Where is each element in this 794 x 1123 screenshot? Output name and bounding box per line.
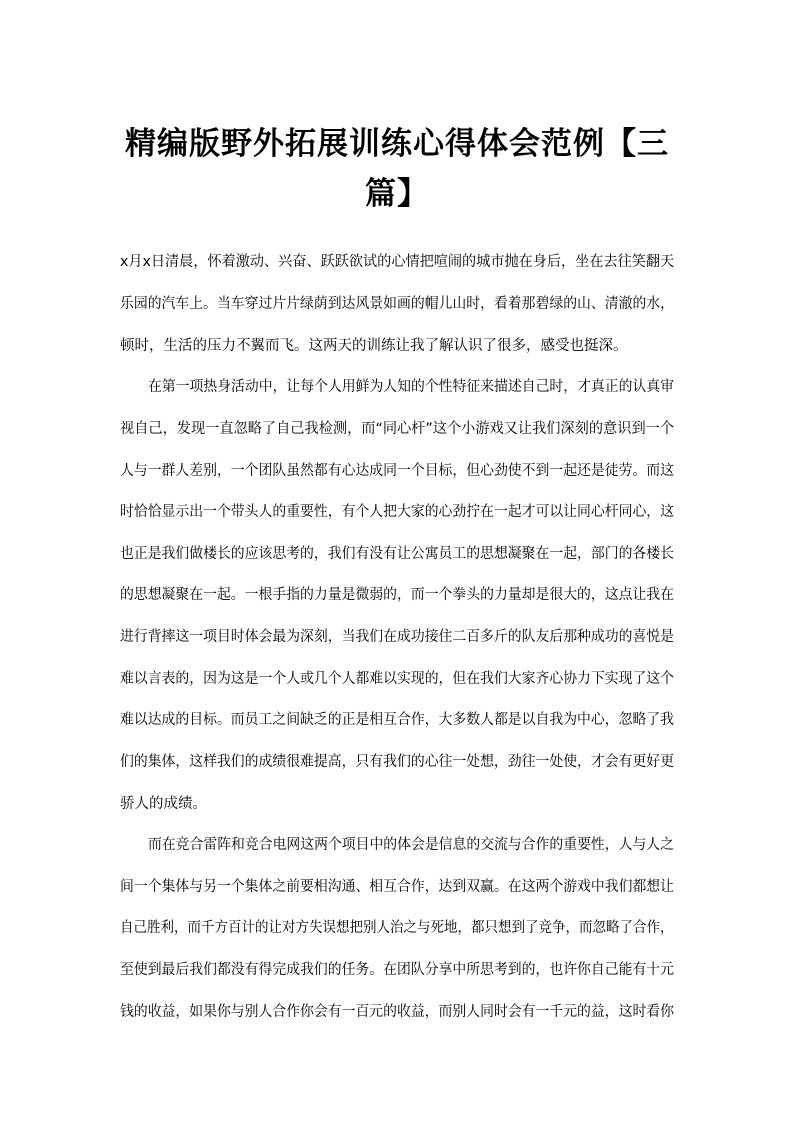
paragraph-first-line: 而在竞合雷阵和竞合电网这两个项目中的体会是信息的交流与合作的重要性，人与人之 [148,837,674,853]
body-text-line: 进行背摔这一项目时体会最为深刻，当我们在成功接住二百多斤的队友后那种成功的喜悦是 [120,629,675,645]
body-text-line: 骄人的成绩。 [120,796,207,812]
document-title-line-2: 篇】 [365,176,429,212]
body-text-line: 至使到最后我们都没有得完成我们的任务。在团队分享中所思考到的，也许你自己能有十元 [120,962,675,978]
document-title-line-1: 精编版野外拓展训练心得体会范例【三 [125,126,669,162]
body-text-line: 顿时，生活的压力不翼而飞。这两天的训练让我了解认识了很多，感受也挺深。 [120,338,628,354]
body-text-line: 钱的收益，如果你与别人合作你会有一百元的收益，而别人同时会有一千元的益，这时看你 [120,1004,675,1020]
body-text-line: 间一个集体与另一个集体之前要相沟通、相互合作，达到双赢。在这两个游戏中我们都想让 [120,879,675,895]
body-text-line: 难以达成的目标。而员工之间缺乏的正是相互合作，大多数人都是以自我为中心，忽略了我 [120,712,675,728]
body-text-line: x月x日清晨，怀着激动、兴奋、跃跃欲试的心情把喧闹的城市抛在身后，坐在去往笑翻天 [120,254,675,270]
body-text-line: 难以言表的，因为这是一个人或几个人都难以实现的，但在我们大家齐心协力下实现了这个 [120,671,675,687]
body-text-line: 人与一群人差别，一个团队虽然都有心达成同一个目标，但心劲使不到一起还是徒劳。而这 [120,463,675,479]
body-text-line: 自己胜利，而千方百计的让对方失误想把别人治之与死地，都只想到了竞争，而忽略了合作， [120,920,674,936]
body-text-line: 的思想凝聚在一起。一根手指的力量是微弱的，而一个拳头的力量却是很大的，这点让我在 [120,587,675,603]
paragraph-first-line: 在第一项热身活动中，让每个人用鲜为人知的个性特征来描述自己时，才真正的认真审 [148,379,674,395]
body-text-line: 视自己，发现一直忽略了自己我检测，而“同心杆”这个小游戏又让我们深刻的意识到一个 [120,421,675,437]
body-text-line: 们的集体，这样我们的成绩很难提高，只有我们的心往一处想，劲往一处使，才会有更好更 [120,754,675,770]
body-text-line: 乐园的汽车上。当车穿过片片绿荫到达风景如画的帽儿山时，看着那碧绿的山、清澈的水， [120,296,675,312]
body-text-line: 也正是我们做楼长的应该思考的，我们有没有让公寓员工的思想凝聚在一起，部门的各楼长 [120,546,675,562]
body-text-line: 时恰恰显示出一个带头人的重要性，有个人把大家的心劲拧在一起才可以让同心杆同心，这 [120,504,675,520]
